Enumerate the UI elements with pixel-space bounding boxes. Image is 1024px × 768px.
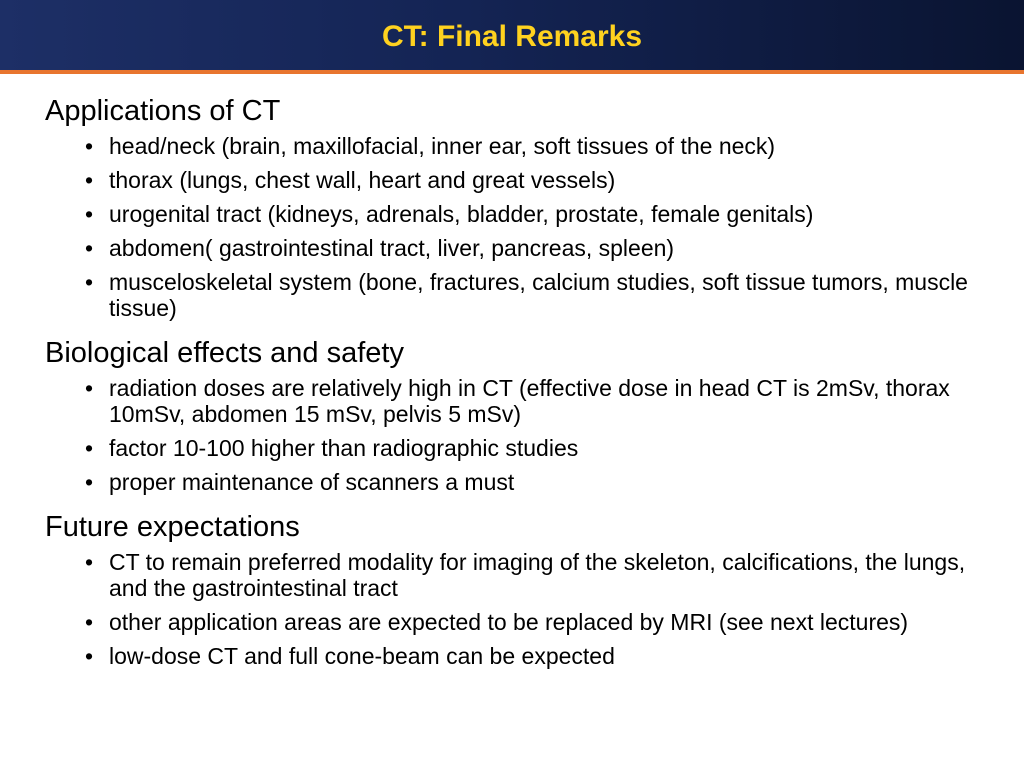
bullet-icon: • xyxy=(85,549,94,575)
bullet-icon: • xyxy=(85,167,94,193)
list-item-text: other application areas are expected to be replaced by MRI (see next lectures) xyxy=(109,609,909,635)
list-item-text: thorax (lungs, chest wall, heart and great vessels) xyxy=(109,167,616,193)
list-item-text: CT to remain preferred modality for imaging of the skeleton, calcifications, the lungs, and the gastrointestinal tract xyxy=(109,549,966,601)
list-item xyxy=(45,269,1005,321)
list-item-text: urogenital tract (kidneys, adrenals, bladder, prostate, female genitals) xyxy=(109,201,814,227)
bullet-icon: • xyxy=(85,469,94,495)
bullet-icon: • xyxy=(85,269,94,295)
bullet-icon: • xyxy=(85,375,94,401)
list-item xyxy=(45,201,1005,227)
bullet-icon: • xyxy=(85,133,94,159)
list-item-text: abdomen( gastrointestinal tract, liver, pancreas, spleen) xyxy=(109,235,675,261)
list-item xyxy=(45,609,1005,635)
list-item-text: proper maintenance of scanners a must xyxy=(109,469,515,495)
bullet-icon: • xyxy=(85,435,94,461)
list-item xyxy=(45,375,1005,427)
list-item-text: head/neck (brain, maxillofacial, inner ear, soft tissues of the neck) xyxy=(109,133,776,159)
list-item-text: low-dose CT and full cone-beam can be expected xyxy=(109,643,615,669)
list-item xyxy=(45,235,1005,261)
list-item xyxy=(45,435,1005,461)
bullet-icon: • xyxy=(85,235,94,261)
section-future-expectations xyxy=(45,507,1005,669)
section-heading: Applications of CT xyxy=(45,95,281,127)
bullet-list xyxy=(45,549,1005,669)
list-item xyxy=(45,133,1005,159)
slide-title: CT: Final Remarks xyxy=(381,20,643,53)
section-heading: Biological effects and safety xyxy=(45,337,404,369)
list-item-text: factor 10-100 higher than radiographic studies xyxy=(109,435,579,461)
list-item xyxy=(45,549,1005,601)
section-applications xyxy=(45,91,1005,321)
bullet-list xyxy=(45,375,1005,495)
list-item xyxy=(45,643,1005,669)
title-bar xyxy=(0,0,1024,74)
bullet-icon: • xyxy=(85,201,94,227)
section-heading: Future expectations xyxy=(45,511,300,543)
section-biological-effects xyxy=(45,333,1005,495)
bullet-icon: • xyxy=(85,643,94,669)
bullet-list xyxy=(45,133,1005,321)
list-item-text: radiation doses are relatively high in CT (effective dose in head CT is 2mSv, thorax 10mSv, abdomen 15 mSv, pelvis 5 mSv) xyxy=(109,375,950,427)
bullet-icon: • xyxy=(85,609,94,635)
list-item xyxy=(45,469,1005,495)
slide-content xyxy=(45,91,1005,681)
list-item xyxy=(45,167,1005,193)
list-item-text: musceloskeletal system (bone, fractures, calcium studies, soft tissue tumors, muscle tissue) xyxy=(109,269,968,321)
